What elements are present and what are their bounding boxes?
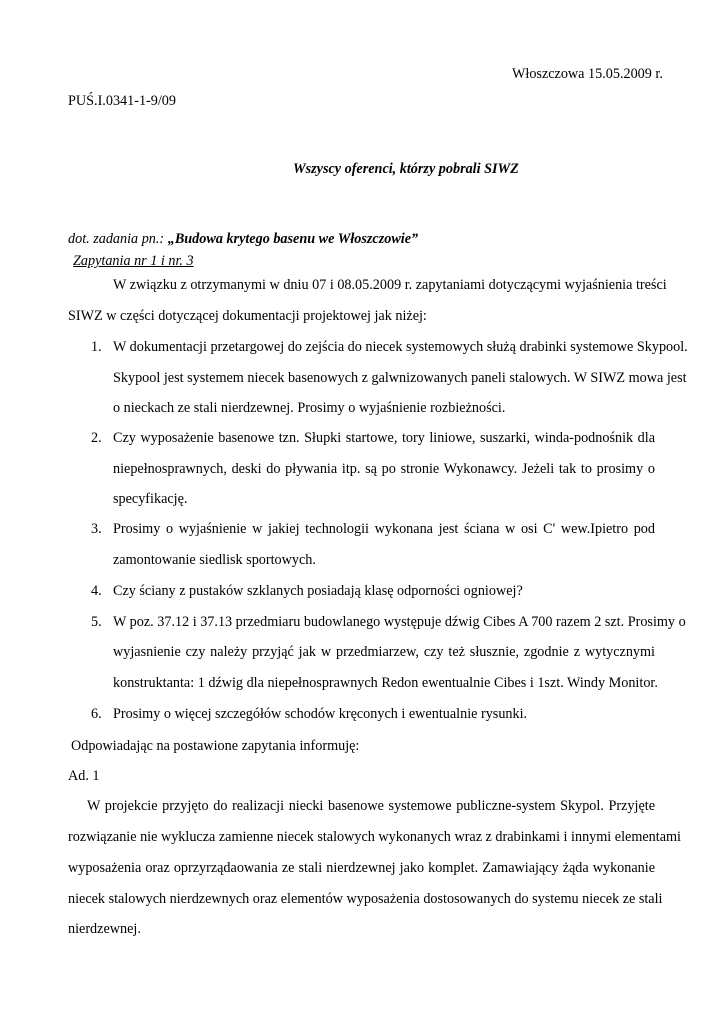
item-5-line-3: konstruktanta: 1 dźwig dla niepełnosprawnych Redon ewentualnie Cibes i 1szt. Windy Monitor. bbox=[113, 675, 658, 691]
answer-line-4: niecek stalowych nierdzewnych oraz elementów wyposażenia dostosowanych do systemu niecek ze stali bbox=[68, 891, 663, 907]
item-number-6: 6. bbox=[91, 706, 102, 722]
addressee: Wszyscy oferenci, którzy pobrali SIWZ bbox=[293, 161, 519, 177]
subject-prefix: dot. zadania pn.: bbox=[68, 231, 168, 247]
answer-line-1: W projekcie przyjęto do realizacji niecki basenowe systemowe publiczne-system Skypol. Przyjęte bbox=[87, 798, 655, 814]
item-1-line-2: Skypool jest systemem niecek basenowych z galwnizowanych paneli stalowych. W SIWZ mowa jest bbox=[113, 370, 687, 386]
item-5-line-1: W poz. 37.12 i 37.13 przedmiaru budowlanego występuje dźwig Cibes A 700 razem 2 szt. Prosimy o bbox=[113, 614, 686, 630]
item-5-line-2: wyjasnienie czy należy przyjąć jak w przedmiarzew, czy też słusznie, zgodnie z wytycznymi bbox=[113, 644, 655, 660]
item-2-line-3: specyfikację. bbox=[113, 491, 188, 507]
place-date: Włoszczowa 15.05.2009 r. bbox=[512, 66, 663, 82]
subject-title: „Budowa krytego basenu we Włoszczowie” bbox=[167, 231, 419, 247]
questions-label: Zapytania nr 1 i nr. 3 bbox=[73, 253, 194, 269]
answer-line-3: wyposażenia oraz oprzyrządaowania ze stali nierdzewnej jako komplet. Zamawiający żąda wykonanie bbox=[68, 860, 655, 876]
answer-label: Ad. 1 bbox=[68, 768, 100, 784]
item-2-line-1: Czy wyposażenie basenowe tzn. Słupki startowe, tory liniowe, suszarki, winda-podnośnik dla bbox=[113, 430, 655, 446]
item-1-line-1: W dokumentacji przetargowej do zejścia do niecek systemowych służą drabinki systemowe Skypool. bbox=[113, 339, 688, 355]
answer-intro: Odpowiadając na postawione zapytania informuję: bbox=[71, 738, 360, 754]
item-number-4: 4. bbox=[91, 583, 102, 599]
item-1-line-3: o nieckach ze stali nierdzewnej. Prosimy o wyjaśnienie rozbieżności. bbox=[113, 400, 506, 416]
answer-line-5: nierdzewnej. bbox=[68, 921, 141, 937]
item-number-5: 5. bbox=[91, 614, 102, 630]
item-4-line-1: Czy ściany z pustaków szklanych posiadają klasę odporności ogniowej? bbox=[113, 583, 523, 599]
item-number-2: 2. bbox=[91, 430, 102, 446]
item-number-3: 3. bbox=[91, 521, 102, 537]
answer-line-2: rozwiązanie nie wyklucza zamienne niecek stalowych wykonanych wraz z drabinkami i innymi elementami bbox=[68, 829, 681, 845]
item-3-line-1: Prosimy o wyjaśnienie w jakiej technologii wykonana jest ściana w osi C' wew.Ipietro pod bbox=[113, 521, 655, 537]
item-number-1: 1. bbox=[91, 339, 102, 355]
reference-number: PUŚ.I.0341-1-9/09 bbox=[68, 93, 176, 109]
item-2-line-2: niepełnosprawnych, deski do pływania itp. są po stronie Wykonawcy. Jeżeli tak to prosimy o bbox=[113, 461, 655, 477]
intro-line-1: W związku z otrzymanymi w dniu 07 i 08.05.2009 r. zapytaniami dotyczącymi wyjaśnienia treści bbox=[113, 277, 667, 293]
intro-line-2: SIWZ w części dotyczącej dokumentacji projektowej jak niżej: bbox=[68, 308, 427, 324]
subject-line bbox=[68, 231, 418, 248]
item-6-line-1: Prosimy o więcej szczegółów schodów kręconych i ewentualnie rysunki. bbox=[113, 706, 528, 722]
item-3-line-2: zamontowanie siedlisk sportowych. bbox=[113, 552, 316, 568]
